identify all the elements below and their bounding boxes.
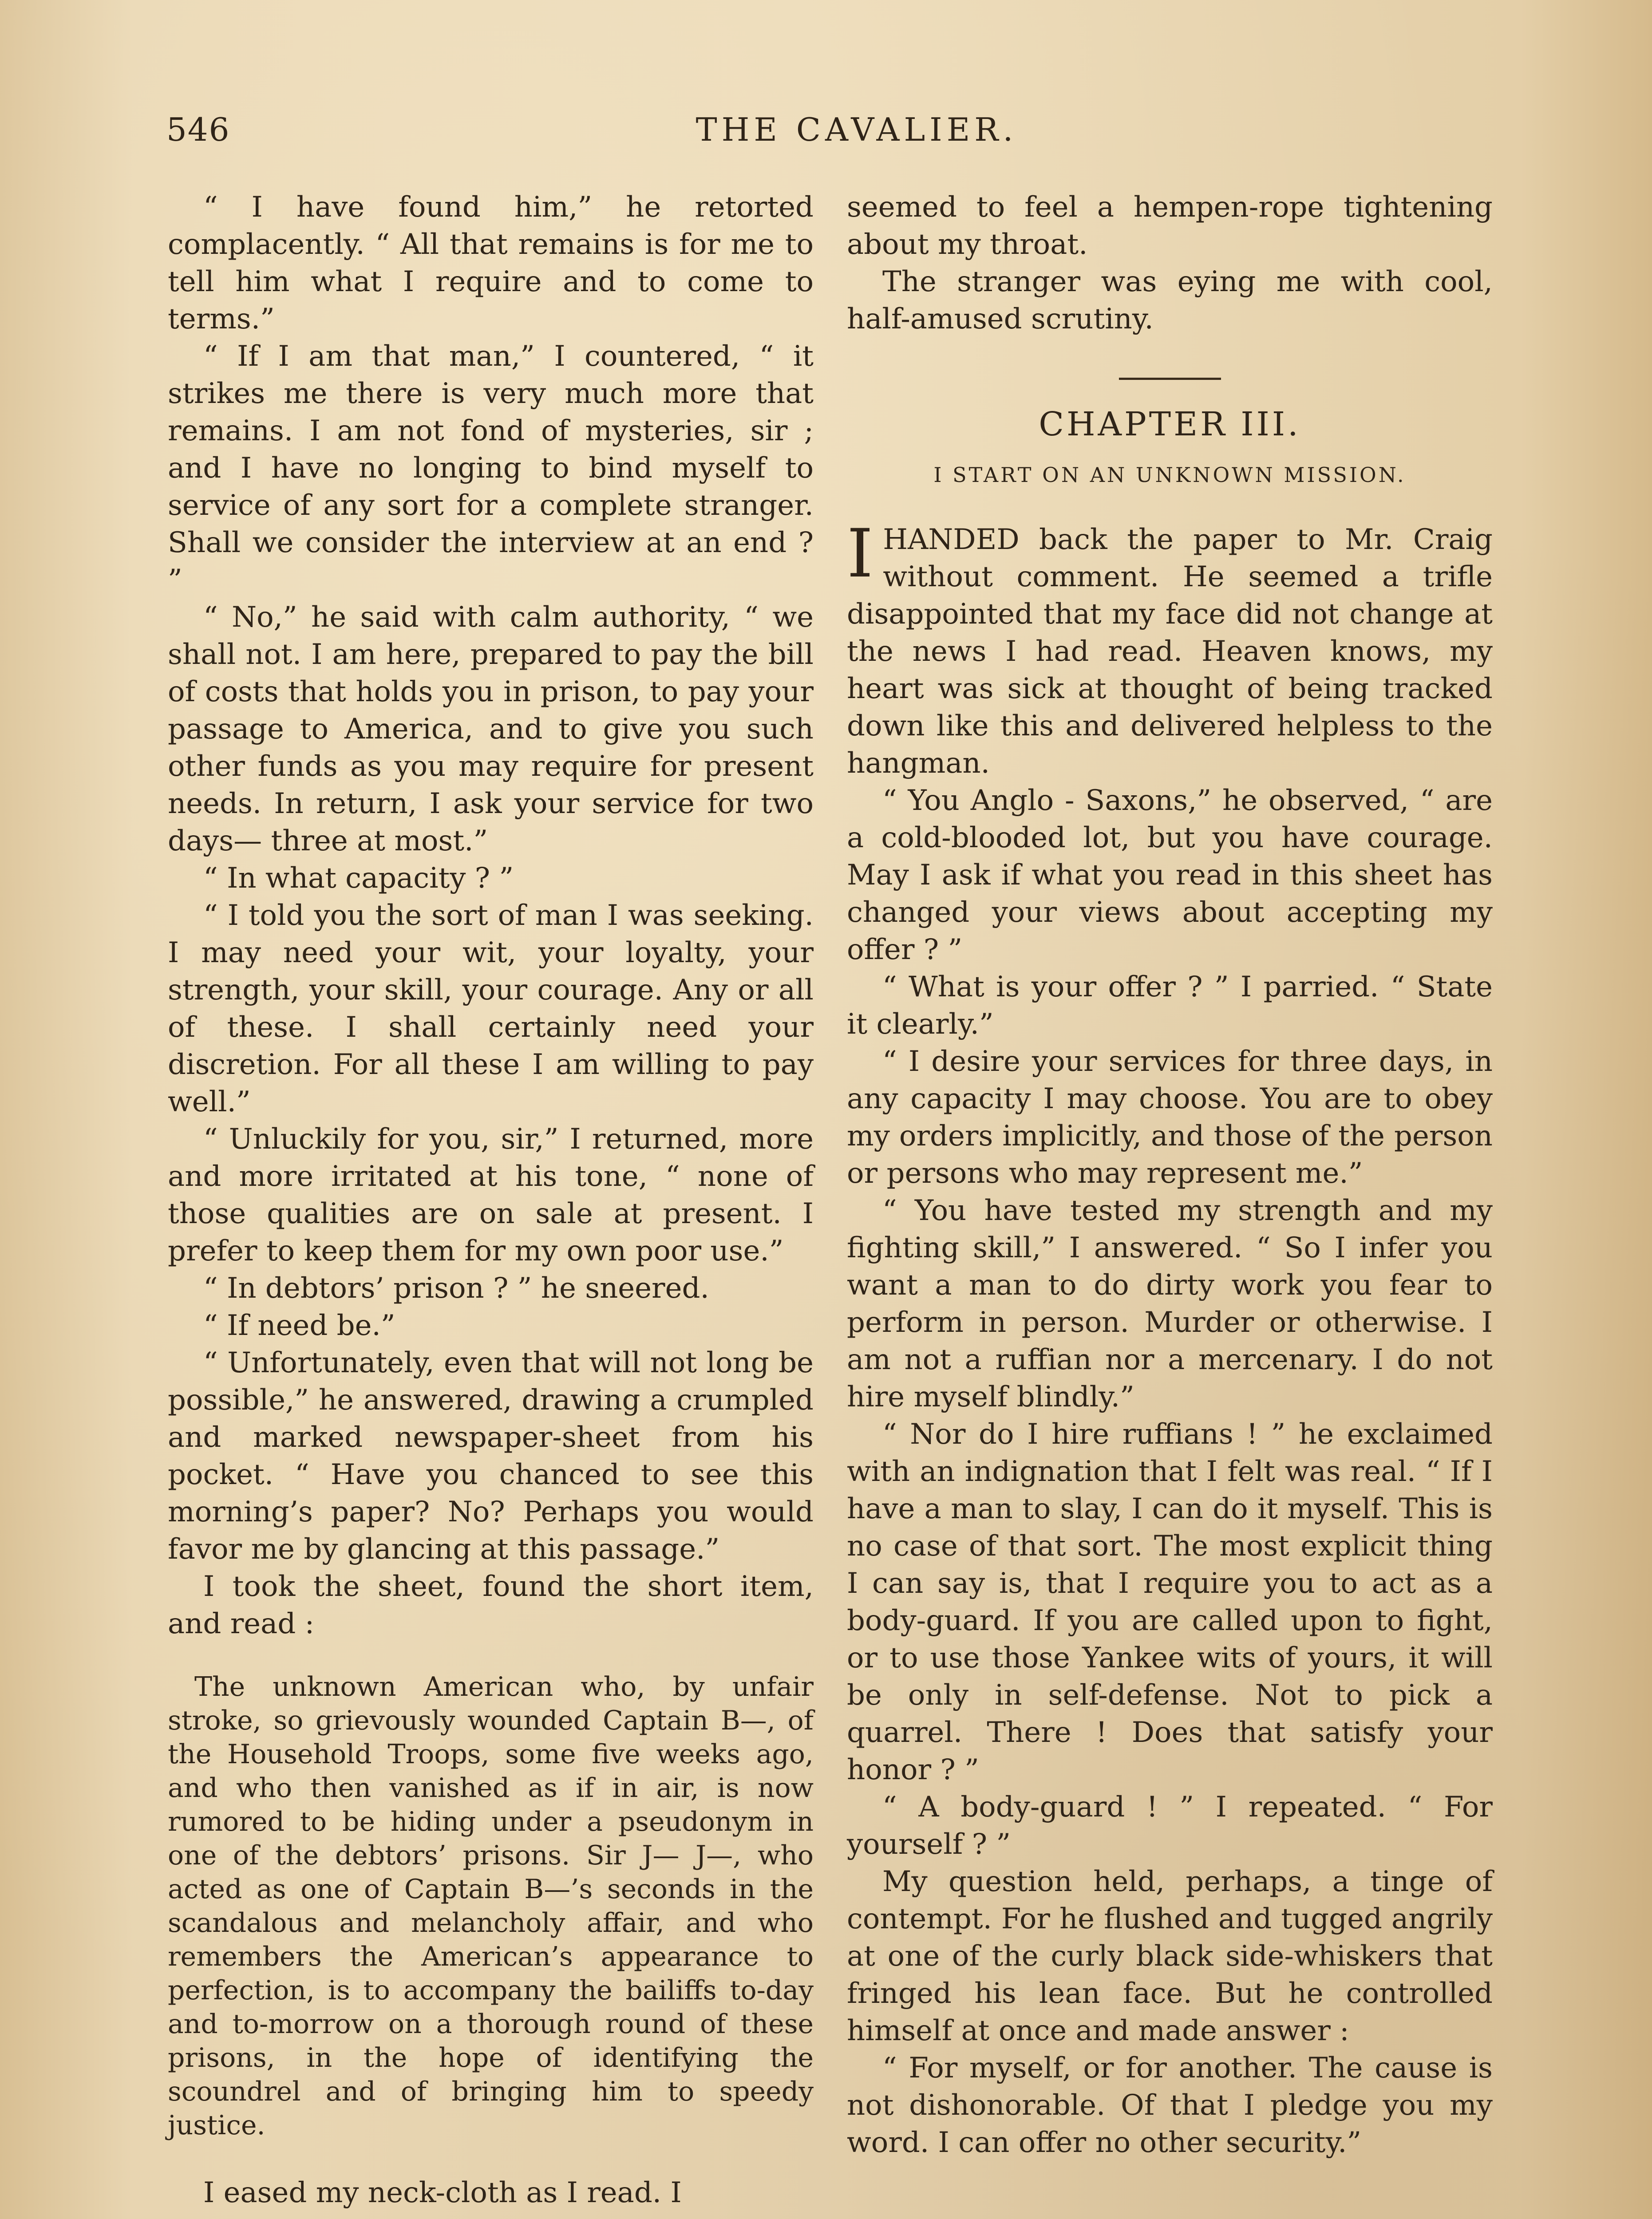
dropcap-paragraph [847, 515, 1493, 782]
running-title: THE CAVALIER. [696, 111, 1018, 148]
paragraph: “ In debtors’ prison ? ” he sneered. [203, 1272, 709, 1305]
paragraph: seemed to feel a hempen-rope tightening about my throat. [847, 191, 1493, 261]
paragraph: “ For myself, or for another. The cause is not dishonorable. Of that I pledge you my word. I can offer no other security.” [847, 2052, 1493, 2159]
page-header [166, 111, 1467, 160]
paragraph: “ You Anglo - Saxons,” he observed, “ are a cold-blooded lot, but you have courage. May I ask if what you read in this sheet has changed your views about accepting my offer ? ” [847, 784, 1493, 966]
paragraph: I eased my neck-cloth as I read. I [203, 2176, 682, 2209]
section-divider [1119, 378, 1221, 380]
chapter-title: CHAPTER III. [1039, 405, 1301, 443]
quoted-item: The unknown American who, by unfair stroke, so grievously wounded Captain B—, of the Household Troops, some five weeks ago, and who then vanished as if in air, is now rumored to be hiding under a pseudonym in one of the debtors’ prisons. Sir J— J—, who acted as one of Captain B—’s seconds in the scandalous and melancholy affair, and who remembers the American’s appearance to perfection, is to accompany the bailiffs to-day and to-morrow on a thorough round of these prisons, in the hope of identifying the scoundrel and of bringing him to speedy justice. [168, 1671, 814, 2141]
paragraph: “ If need be.” [203, 1309, 395, 1342]
paragraph: “ I have found him,” he retorted complacently. “ All that remains is for me to tell him what I require and to come to terms.” [168, 191, 814, 336]
paragraph: My question held, perhaps, a tinge of contempt. For he flushed and tugged angrily at one of the curly black side-whiskers that fringed his lean face. But he controlled himself at once and made answer : [847, 1865, 1493, 2047]
chapter-subtitle: I START ON AN UNKNOWN MISSION. [933, 463, 1406, 487]
paragraph: “ I told you the sort of man I was seeking. I may need your wit, your loyalty, your strength, your skill, your courage. Any or all of these. I shall certainly need your discretion. For all these I am willing to pay well.” [168, 899, 814, 1118]
paragraph: “ What is your offer ? ” I parried. “ State it clearly.” [847, 971, 1493, 1041]
drop-cap: I [847, 515, 873, 592]
paragraph: The stranger was eying me with cool, half-amused scrutiny. [847, 265, 1493, 336]
paragraph: “ I desire your services for three days, in any capacity I may choose. You are to obey my orders implicitly, and those of the person or persons who may represent me.” [847, 1045, 1493, 1190]
paragraph: I took the sheet, found the short item, and read : [168, 1570, 814, 1640]
page-number: 546 [166, 111, 230, 148]
paragraph: “ A body-guard ! ” I repeated. “ For yourself ? ” [847, 1791, 1493, 1861]
paragraph: “ Nor do I hire ruffians ! ” he exclaimed with an indignation that I felt was real. “ If I have a man to slay, I can do it myself. This is no case of that sort. The most explicit thing I can say is, that I require you to act as a body-guard. If you are called upon to fight, or to use those Yankee wits of yours, it will be only in self-defense. Not to pick a quarrel. There ! Does that satisfy your honor ? ” [847, 1418, 1493, 1786]
paragraph: “ No,” he said with calm authority, “ we shall not. I am here, prepared to pay the bill of costs that holds you in prison, to pay your passage to America, and to give you such other funds as you may require for present needs. In return, I ask your service for two days— three at most.” [168, 601, 814, 857]
right-column [847, 189, 1493, 2161]
left-column [168, 189, 814, 2211]
paragraph: “ You have tested my strength and my fighting skill,” I answered. “ So I infer you want a man to do dirty work you fear to perform in person. Murder or otherwise. I am not a ruffian nor a mercenary. I do not hire myself blindly.” [847, 1194, 1493, 1414]
paragraph: “ Unfortunately, even that will not long be possible,” he answered, drawing a crumpled and marked newspaper-sheet from his pocket. “ Have you chanced to see this morning’s paper? No? Perhaps you would favor me by glancing at this passage.” [168, 1346, 814, 1566]
newspaper-quote [168, 1670, 814, 2142]
paragraph: “ Unluckily for you, sir,” I returned, more and more irritated at his tone, “ none of those qualities are on sale at present. I prefer to keep them for my own poor use.” [168, 1123, 814, 1267]
paragraph: “ In what capacity ? ” [203, 862, 514, 895]
dropcap-paragraph-text: HANDED back the paper to Mr. Craig without comment. He seemed a trifle disappointed that my face did not change at the news I had read. Heaven knows, my heart was sick at thought of being tracked down like this and delivered helpless to the hangman. [847, 523, 1493, 780]
paragraph: “ If I am that man,” I countered, “ it strikes me there is very much more that remains. I am not fond of mysteries, sir ; and I have no longing to bind myself to service of any sort for a complete stranger. Shall we consider the interview at an end ? ” [168, 340, 814, 596]
